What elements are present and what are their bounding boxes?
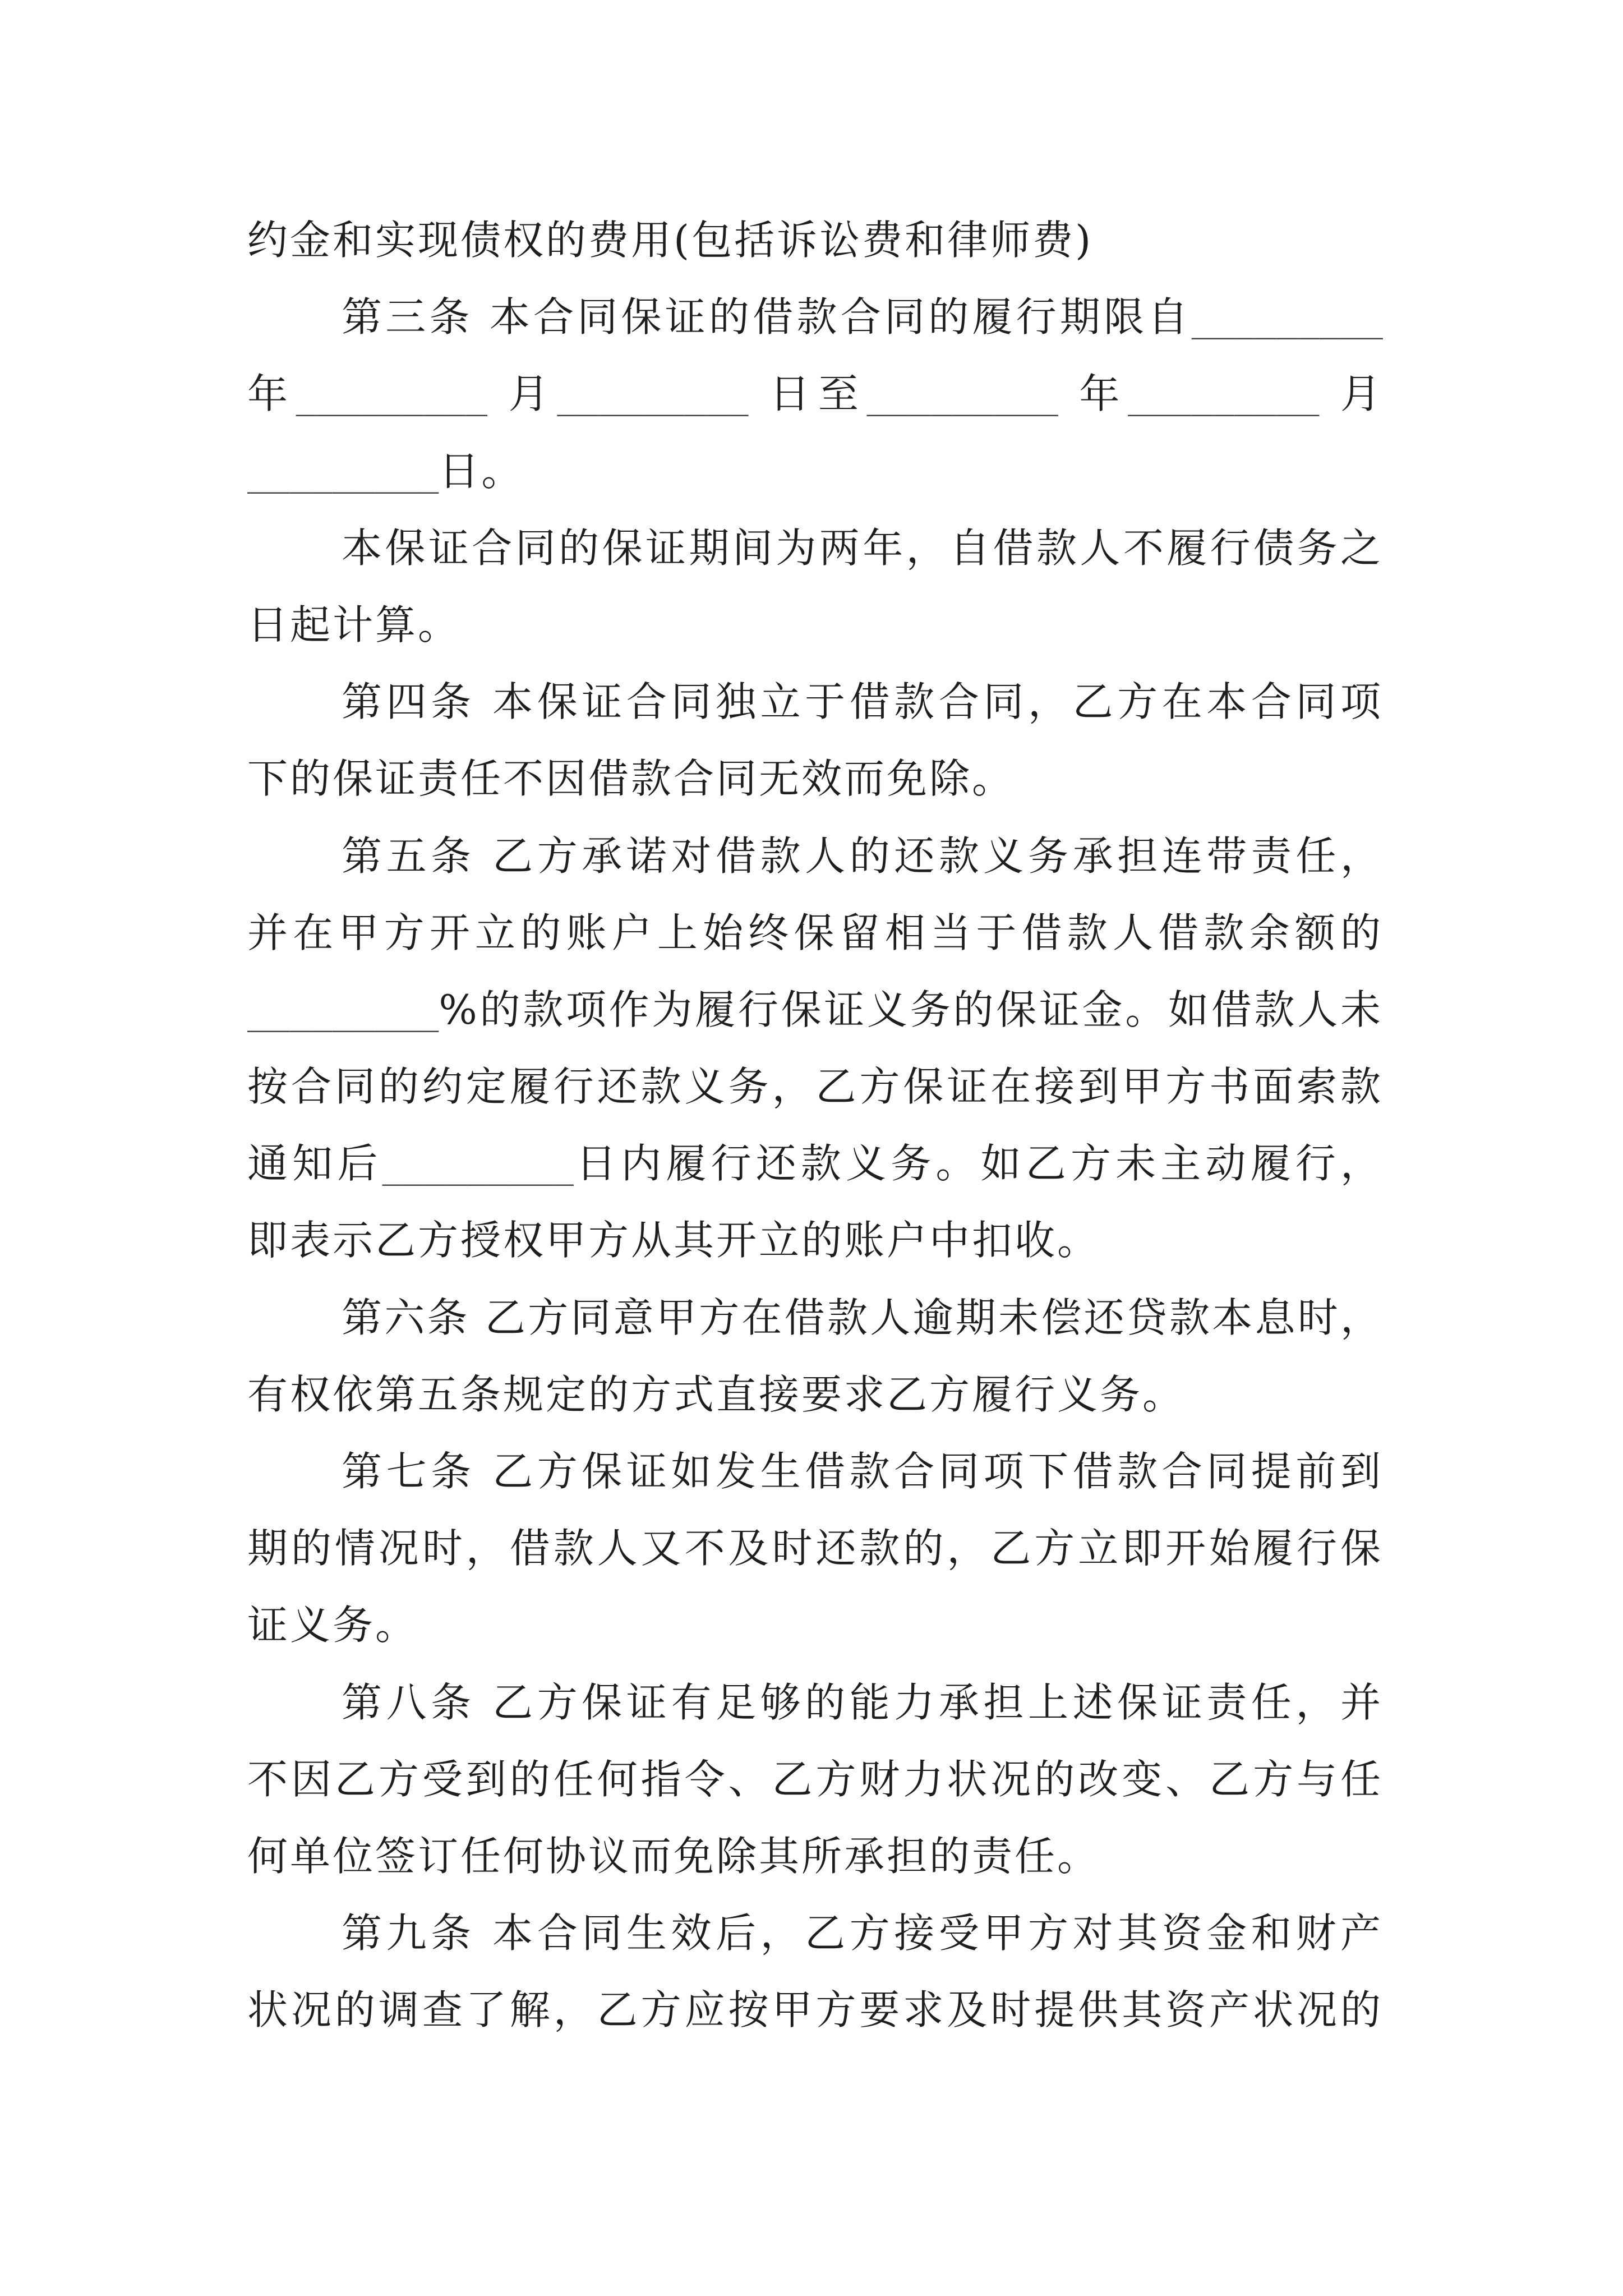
text-line	[247, 1741, 1383, 1818]
contract-body-text	[247, 202, 1383, 2049]
line-text: 第五条 乙方承诺对借款人的还款义务承担连带责任，	[342, 832, 1383, 880]
text-line	[247, 1587, 1383, 1664]
text-line	[247, 895, 1383, 972]
line-text: 第三条 本合同保证的借款合同的履行期限自	[342, 293, 1192, 341]
line-text: 日内履行还款义务。如乙方未主动履行，	[573, 1140, 1383, 1188]
text-line	[247, 510, 1383, 587]
article-6-heading-line	[247, 1280, 1383, 1356]
line-text: 日。	[439, 447, 524, 495]
blank-field: _________	[557, 375, 749, 417]
line-text: 不因乙方受到的任何指令、乙方财力状况的改变、乙方与任	[247, 1755, 1383, 1803]
text-line	[247, 972, 1383, 1048]
blank-field: _________	[382, 1145, 574, 1186]
text-line	[247, 740, 1383, 817]
line-text: 月	[1319, 370, 1383, 418]
text-line	[247, 1818, 1383, 1895]
line-text: 第七条 乙方保证如发生借款合同项下借款合同提前到	[342, 1448, 1383, 1495]
line-text: 年	[247, 370, 296, 418]
article-8-heading-line	[247, 1664, 1383, 1741]
line-text: 本保证合同的保证期间为两年，自借款人不履行债务之	[342, 524, 1383, 572]
blank-field: _________	[1128, 375, 1320, 417]
text-line	[247, 1202, 1383, 1279]
line-text: 月	[487, 370, 557, 418]
line-text: 下的保证责任不因借款合同无效而免除。	[247, 755, 1015, 803]
line-text: 日至	[748, 370, 867, 418]
text-line	[247, 587, 1383, 664]
line-text: 第四条 本保证合同独立于借款合同，乙方在本合同项	[342, 678, 1383, 726]
line-text: 何单位签订任何协议而免除其所承担的责任。	[247, 1832, 1100, 1880]
line-text: 状况的调查了解，乙方应按甲方要求及时提供其资产状况的	[247, 1986, 1383, 2034]
line-text: 期的情况时，借款人又不及时还款的，乙方立即开始履行保	[247, 1525, 1383, 1572]
text-line	[247, 1048, 1383, 1125]
text-line	[247, 1125, 1383, 1202]
line-text: 即表示乙方授权甲方从其开立的账户中扣收。	[247, 1217, 1100, 1264]
line-text: 年	[1058, 370, 1128, 418]
line-text: 第九条 本合同生效后，乙方接受甲方对其资金和财产	[342, 1910, 1383, 1957]
line-text: 证义务。	[247, 1602, 418, 1649]
text-line	[247, 1510, 1383, 1587]
blank-field: _________	[247, 452, 439, 494]
article-5-heading-line	[247, 818, 1383, 895]
line-text: 有权依第五条规定的方式直接要求乙方履行义务。	[247, 1370, 1186, 1418]
text-line	[247, 1972, 1383, 2049]
line-text: 通知后	[247, 1140, 382, 1188]
text-line	[247, 1356, 1383, 1433]
article-9-heading-line	[247, 1895, 1383, 1972]
line-text: 第八条 乙方保证有足够的能力承担上述保证责任，并	[342, 1678, 1383, 1726]
text-line	[247, 202, 1383, 279]
blank-field: _________	[866, 375, 1058, 417]
blank-field: _________	[296, 375, 488, 417]
text-line	[247, 356, 1383, 432]
line-text: 日起计算。	[247, 601, 461, 648]
line-text: 按合同的约定履行还款义务，乙方保证在接到甲方书面索款	[247, 1063, 1383, 1111]
article-3-heading-line	[247, 279, 1383, 356]
article-4-heading-line	[247, 664, 1383, 740]
blank-field: _________	[1191, 298, 1383, 340]
line-text: 第六条 乙方同意甲方在借款人逾期未偿还贷款本息时，	[342, 1294, 1383, 1341]
line-text: 约金和实现债权的费用(包括诉讼费和律师费)	[247, 217, 1094, 264]
blank-field: _________	[247, 991, 439, 1032]
line-text: 并在甲方开立的账户上始终保留相当于借款人借款余额的	[247, 909, 1383, 956]
text-line	[247, 433, 1383, 510]
article-7-heading-line	[247, 1433, 1383, 1510]
line-text: %的款项作为履行保证义务的保证金。如借款人未	[439, 986, 1383, 1033]
